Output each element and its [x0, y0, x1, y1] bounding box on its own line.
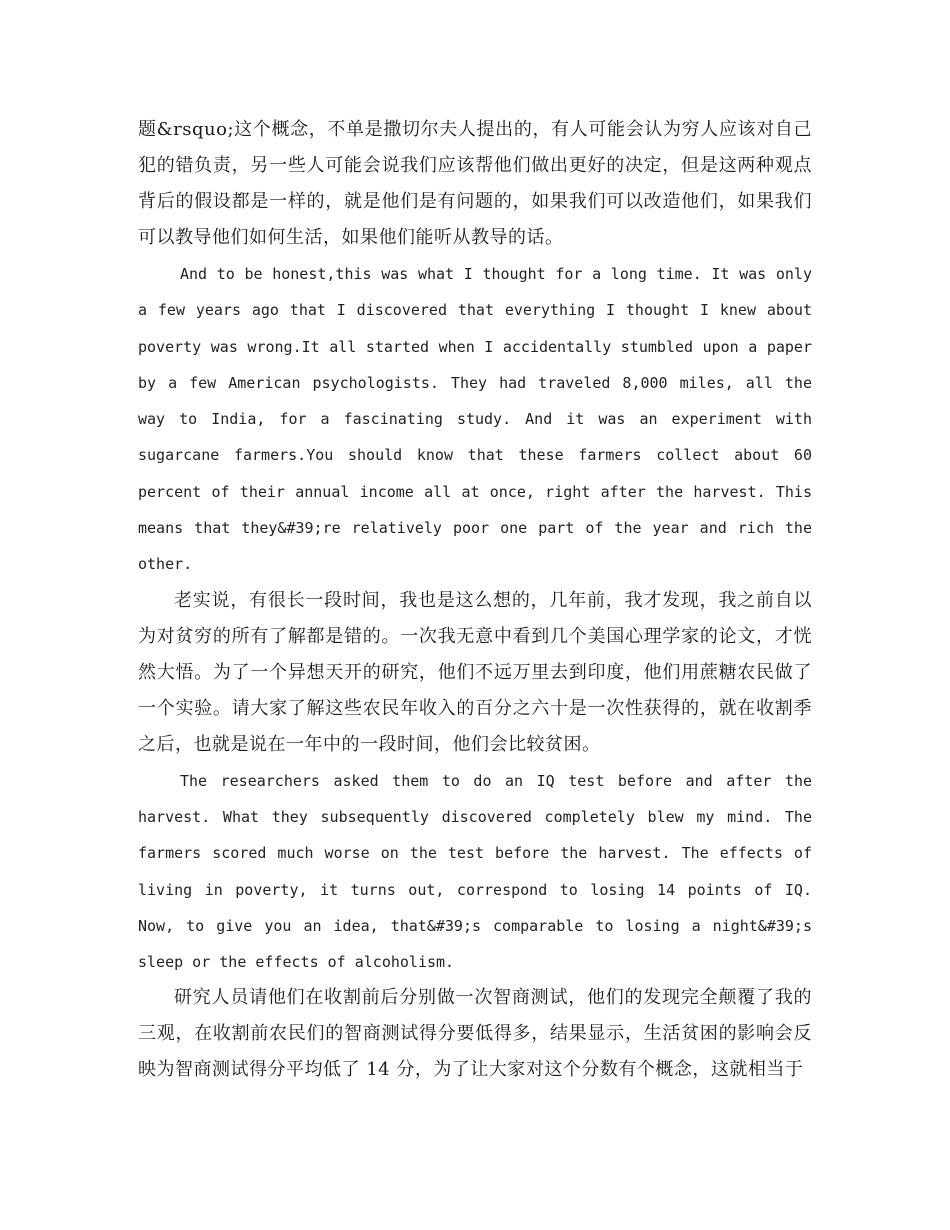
- document-page: [138, 112, 812, 1088]
- paragraph-zh-2: 老实说，有很长一段时间，我也是这么想的，几年前，我才发现，我之前自以为对贫穷的所有了解都是错的。一次我无意中看到几个美国心理学家的论文，才恍然大悟。为了一个异想天开的研究，他们不远万里去到印度，他们用蔗糖农民做了一个实验。请大家了解这些农民年收入的百分之六十是一次性获得的，就在收割季之后，也就是说在一年中的一段时间，他们会比较贫困。: [138, 589, 812, 755]
- paragraph-zh-1: 题&rsquo;这个概念，不单是撒切尔夫人提出的，有人可能会认为穷人应该对自己犯的错负责，另一些人可能会说我们应该帮他们做出更好的决定，但是这两种观点背后的假设都是一样的，就是他们是有问题的，如果我们可以改造他们，如果我们可以教导他们如何生活，如果他们能听从教导的话。: [138, 119, 812, 248]
- paragraph-en-2: The researchers asked them to do an IQ test before and after the harvest. What they subsequently discovered completely blew my mind. The farmers scored much worse on the test before the harvest. The effects of living in poverty, it turns out, correspond to losing 14 points of IQ. Now, to give you an idea, that&#39;s comparable to losing a night&#39;s sleep or the effects of alcoholism.: [138, 771, 812, 972]
- paragraph-en-1: And to be honest,this was what I thought for a long time. It was only a few years ago that I discovered that everything I thought I knew about poverty was wrong.It all started when I accidentally stumbled upon a paper by a few American psychologists. They had traveled 8,000 miles, all the way to India, for a fascinating study. And it was an experiment with sugarcane farmers.You should know that these farmers collect about 60 percent of their annual income all at once, right after the harvest. This means that they&#39;re relatively poor one part of the year and rich the other.: [138, 265, 812, 574]
- paragraph-zh-3: 研究人员请他们在收割前后分别做一次智商测试，他们的发现完全颠覆了我的三观，在收割前农民们的智商测试得分要低得多，结果显示，生活贫困的影响会反映为智商测试得分平均低了 14 分，为了让大家对这个分数有个概念，这就相当于: [138, 987, 812, 1081]
